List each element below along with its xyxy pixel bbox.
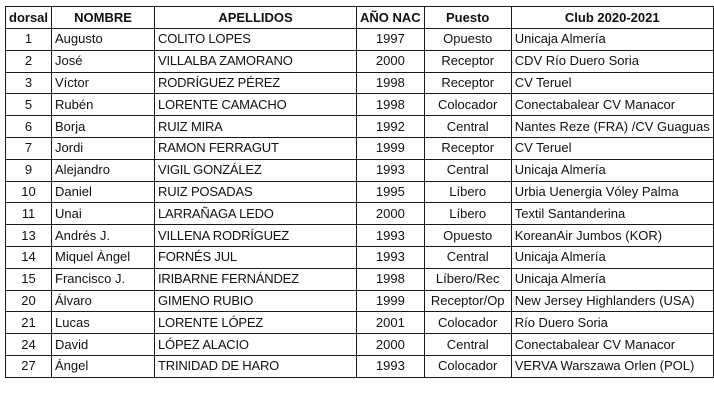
cell-dorsal: 24 [6,334,52,356]
cell-dorsal: 21 [6,312,52,334]
table-row [6,268,714,290]
cell-apellidos: RODRÍGUEZ PÉREZ [155,72,357,94]
cell-club: Río Duero Soria [511,312,713,334]
header-row [6,7,714,29]
table-row [6,137,714,159]
cell-puesto: Central [424,159,511,181]
cell-anio-nac: 1993 [357,159,425,181]
table-row [6,94,714,116]
header-puesto: Puesto [424,7,511,29]
cell-anio-nac: 1993 [357,225,425,247]
table-row [6,312,714,334]
cell-dorsal: 6 [6,116,52,138]
cell-puesto: Opuesto [424,29,511,51]
cell-puesto: Central [424,116,511,138]
table-row [6,203,714,225]
cell-nombre: Borja [52,116,155,138]
header-club: Club 2020-2021 [511,7,713,29]
cell-dorsal: 2 [6,50,52,72]
table-row [6,50,714,72]
cell-dorsal: 1 [6,29,52,51]
cell-club: CV Teruel [511,137,713,159]
cell-puesto: Central [424,334,511,356]
table-row [6,290,714,312]
cell-apellidos: LÓPEZ ALACIO [155,334,357,356]
table-row [6,246,714,268]
cell-club: Unicaja Almería [511,268,713,290]
cell-puesto: Líbero/Rec [424,268,511,290]
cell-nombre: David [52,334,155,356]
cell-puesto: Receptor [424,137,511,159]
cell-dorsal: 5 [6,94,52,116]
table-row [6,72,714,94]
cell-nombre: Miquel Àngel [52,246,155,268]
cell-puesto: Líbero [424,203,511,225]
cell-nombre: Álvaro [52,290,155,312]
cell-anio-nac: 2000 [357,203,425,225]
table-row [6,116,714,138]
header-apellidos: APELLIDOS [155,7,357,29]
cell-dorsal: 3 [6,72,52,94]
cell-anio-nac: 1997 [357,29,425,51]
cell-club: KoreanAir Jumbos (KOR) [511,225,713,247]
table-row [6,181,714,203]
cell-club: Conectabalear CV Manacor [511,94,713,116]
cell-nombre: Víctor [52,72,155,94]
cell-apellidos: GIMENO RUBIO [155,290,357,312]
cell-anio-nac: 1998 [357,72,425,94]
cell-apellidos: COLITO LOPES [155,29,357,51]
cell-dorsal: 14 [6,246,52,268]
table-row [6,159,714,181]
table-row [6,225,714,247]
cell-club: Unicaja Almería [511,159,713,181]
cell-anio-nac: 1993 [357,355,425,377]
cell-dorsal: 15 [6,268,52,290]
cell-anio-nac: 2000 [357,334,425,356]
cell-puesto: Colocador [424,94,511,116]
cell-club: VERVA Warszawa Orlen (POL) [511,355,713,377]
cell-club: CDV Río Duero Soria [511,50,713,72]
cell-club: Conectabalear CV Manacor [511,334,713,356]
cell-apellidos: LORENTE LÓPEZ [155,312,357,334]
cell-anio-nac: 1999 [357,137,425,159]
cell-apellidos: RUIZ POSADAS [155,181,357,203]
cell-nombre: Unai [52,203,155,225]
cell-puesto: Receptor/Op [424,290,511,312]
cell-puesto: Central [424,246,511,268]
cell-nombre: Rubén [52,94,155,116]
cell-puesto: Líbero [424,181,511,203]
cell-puesto: Colocador [424,355,511,377]
cell-puesto: Opuesto [424,225,511,247]
cell-nombre: Alejandro [52,159,155,181]
cell-anio-nac: 1999 [357,290,425,312]
cell-apellidos: LARRAÑAGA LEDO [155,203,357,225]
roster-table [5,6,714,378]
cell-club: Unicaja Almería [511,29,713,51]
cell-apellidos: VILLALBA ZAMORANO [155,50,357,72]
cell-nombre: Andrés J. [52,225,155,247]
cell-apellidos: FORNÉS JUL [155,246,357,268]
cell-club: Nantes Reze (FRA) /CV Guaguas [511,116,713,138]
cell-anio-nac: 2000 [357,50,425,72]
cell-anio-nac: 1998 [357,94,425,116]
cell-club: Textil Santanderina [511,203,713,225]
cell-club: CV Teruel [511,72,713,94]
cell-club: Urbia Uenergia Vóley Palma [511,181,713,203]
cell-nombre: Daniel [52,181,155,203]
cell-anio-nac: 1998 [357,268,425,290]
cell-apellidos: TRINIDAD DE HARO [155,355,357,377]
table-header [6,7,714,29]
cell-anio-nac: 1995 [357,181,425,203]
cell-club: New Jersey Highlanders (USA) [511,290,713,312]
cell-nombre: José [52,50,155,72]
cell-puesto: Receptor [424,72,511,94]
cell-dorsal: 20 [6,290,52,312]
cell-dorsal: 11 [6,203,52,225]
cell-dorsal: 13 [6,225,52,247]
table-row [6,334,714,356]
table-row [6,29,714,51]
cell-dorsal: 27 [6,355,52,377]
cell-anio-nac: 1993 [357,246,425,268]
cell-apellidos: RAMON FERRAGUT [155,137,357,159]
header-dorsal: dorsal [6,7,52,29]
cell-anio-nac: 1992 [357,116,425,138]
cell-nombre: Augusto [52,29,155,51]
cell-apellidos: VILLENA RODRÍGUEZ [155,225,357,247]
cell-apellidos: RUIZ MIRA [155,116,357,138]
cell-dorsal: 10 [6,181,52,203]
header-nombre: NOMBRE [52,7,155,29]
cell-nombre: Lucas [52,312,155,334]
table-body [6,29,714,378]
cell-nombre: Francisco J. [52,268,155,290]
cell-club: Unicaja Almería [511,246,713,268]
cell-dorsal: 7 [6,137,52,159]
cell-dorsal: 9 [6,159,52,181]
cell-apellidos: LORENTE CAMACHO [155,94,357,116]
cell-anio-nac: 2001 [357,312,425,334]
header-anio-nac: AÑO NAC [357,7,425,29]
roster-table-container [5,6,714,378]
cell-puesto: Colocador [424,312,511,334]
cell-apellidos: VIGIL GONZÁLEZ [155,159,357,181]
cell-apellidos: IRIBARNE FERNÁNDEZ [155,268,357,290]
cell-puesto: Receptor [424,50,511,72]
table-row [6,355,714,377]
cell-nombre: Ángel [52,355,155,377]
cell-nombre: Jordi [52,137,155,159]
